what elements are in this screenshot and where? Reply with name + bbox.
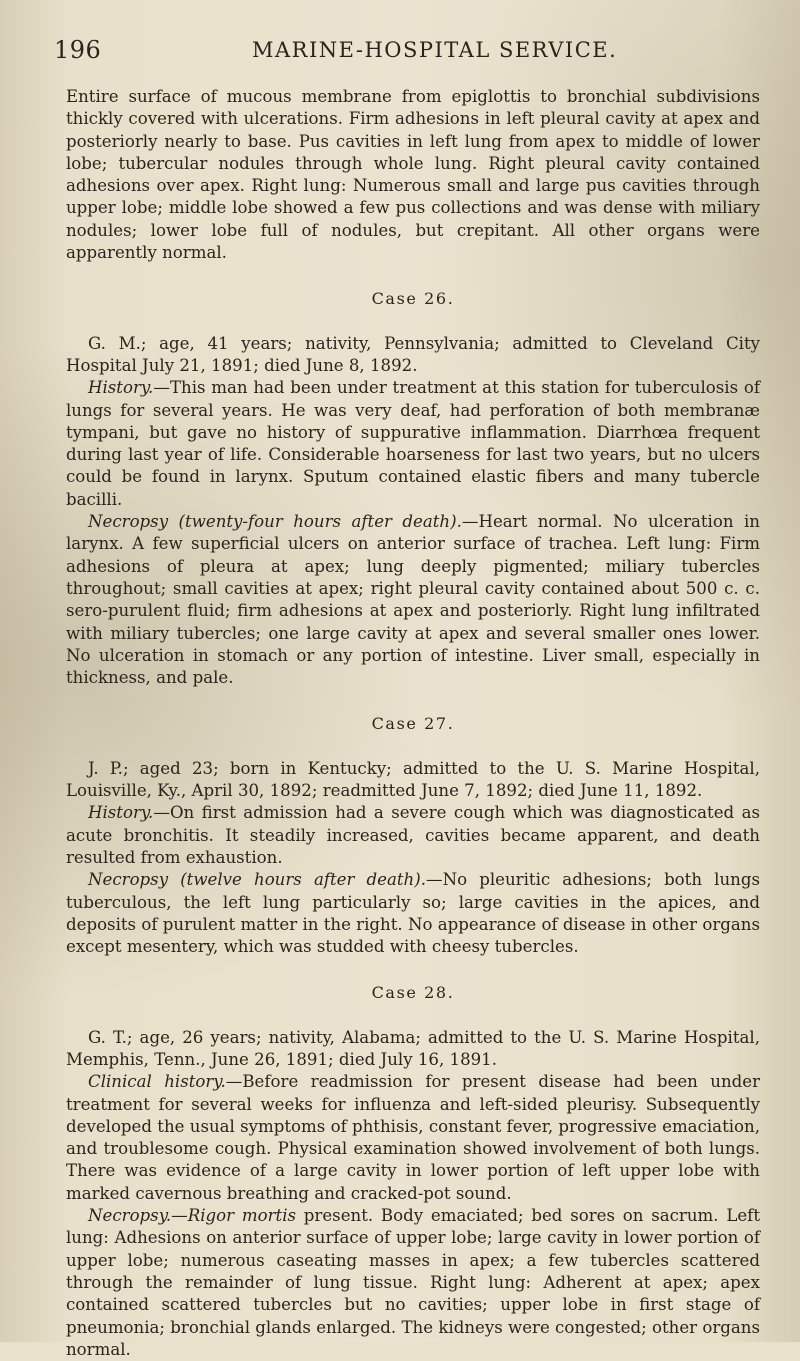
history-text: —Before readmission for present disease had been under treatment for several weeks for influenza and left-sided pleurisy. Subsequently developed the usual symptoms of phthisis, constant fever, progressive emaciation, and troublesome cough. Physical examination showed involvement of both lungs. There was evidence of a large cavity in lower portion of left upper lobe with marked cavernous breathing and cracked-pot sound. (66, 1072, 761, 1203)
history-label: Clinical history. (88, 1072, 226, 1092)
page-header (54, 36, 754, 72)
body-text (66, 86, 760, 1361)
case-admission: J. P.; aged 23; born in Kentucky; admitted to the U. S. Marine Hospital, Louisville, Ky., April 30, 1892; readmitted June 7, 1892; died June 11, 1892. (66, 758, 760, 801)
necropsy-label: Necropsy (twenty-four hours after death). (88, 512, 462, 532)
case-necropsy (66, 511, 760, 689)
necropsy-text: —Heart normal. No ulceration in larynx. A few superficial ulcers on anterior surface of trachea. Left lung: Firm adhesions of pleura at apex; lung deeply pigmented; miliary tubercles throughout; small cavities at apex; right pleural cavity contained about 500 c. c. sero-purulent fluid; firm adhesions at apex and posteriorly. Right lung infiltrated with miliary tubercles; one large cavity at apex and several smaller ones lower. No ulceration in stomach or any portion of intestine. Liver small, especially in thickness, and pale. (66, 512, 760, 688)
case-heading: Case 26. (371, 289, 455, 309)
history-label: History. (88, 803, 154, 823)
history-text: —On first admission had a severe cough which was diagnosticated as acute bronchitis. It steadily increased, cavities became apparent, and death resulted from exhaustion. (66, 803, 760, 867)
history-label: History. (88, 378, 154, 398)
case-heading: Case 28. (371, 983, 455, 1003)
case-admission: G. T.; age, 26 years; nativity, Alabama; admitted to the U. S. Marine Hospital, Memphis, Tenn., June 26, 1891; died July 16, 1891. (66, 1027, 760, 1069)
case-necropsy (66, 869, 760, 958)
history-text: —This man had been under treatment at this station for tuberculosis of lungs for several years. He was very deaf, had perforation of both membranæ tympani, but gave no history of suppurative inflammation. Diarrhœa frequent during last year of life. Considerable hoarseness for last two years, but no ulcers could be found in larynx. Sputum contained elastic fibers and many tubercle bacilli. (66, 378, 760, 509)
necropsy-label: Necropsy (twelve hours after death). (88, 870, 426, 890)
running-head: MARINE-HOSPITAL SERVICE. (252, 38, 618, 62)
case-heading: Case 27. (371, 714, 455, 734)
case-history (66, 377, 760, 511)
case-history (66, 1071, 760, 1205)
page-number: 196 (54, 36, 102, 64)
case-necropsy (66, 1205, 760, 1361)
necropsy-text: present. Body emaciated; bed sores on sacrum. Left lung: Adhesions on anterior surface of upper lobe; large cavity in lower portion of upper lobe; numerous caseating masses in apex; a few tubercles scattered through the remainder of lung tissue. Right lung: Adherent at apex; apex contained scattered tubercles but no cavities; upper lobe in first stage of pneumonia; bronchial glands enlarged. The kidneys were congested; other organs normal. (66, 1206, 760, 1359)
case-admission: G. M.; age, 41 years; nativity, Pennsylvania; admitted to Cleveland City Hospital July 21, 1891; died June 8, 1892. (66, 333, 760, 375)
case-history (66, 802, 760, 869)
necropsy-text: —No pleuritic adhesions; both lungs tuberculous, the left lung particularly so; large cavities in the apices, and deposits of purulent matter in the right. No appearance of disease in other organs except mesentery, which was studded with cheesy tubercles. (66, 870, 760, 957)
intro-paragraph: Entire surface of mucous membrane from epiglottis to bronchial subdivisions thickly covered with ulcerations. Firm adhesions in left pleural cavity at apex and posteriorly nearly to base. Pus cavities in left lung from apex to middle of lower lobe; tubercular nodules through whole lung. Right pleural cavity contained adhesions over apex. Right lung: Numerous small and large pus cavities through upper lobe; middle lobe showed a few pus collections and was dense with miliary nodules; lower lobe full of nodules, but crepitant. All other organs were apparently normal. (66, 87, 760, 263)
necropsy-label: Necropsy.—Rigor mortis (88, 1206, 297, 1226)
